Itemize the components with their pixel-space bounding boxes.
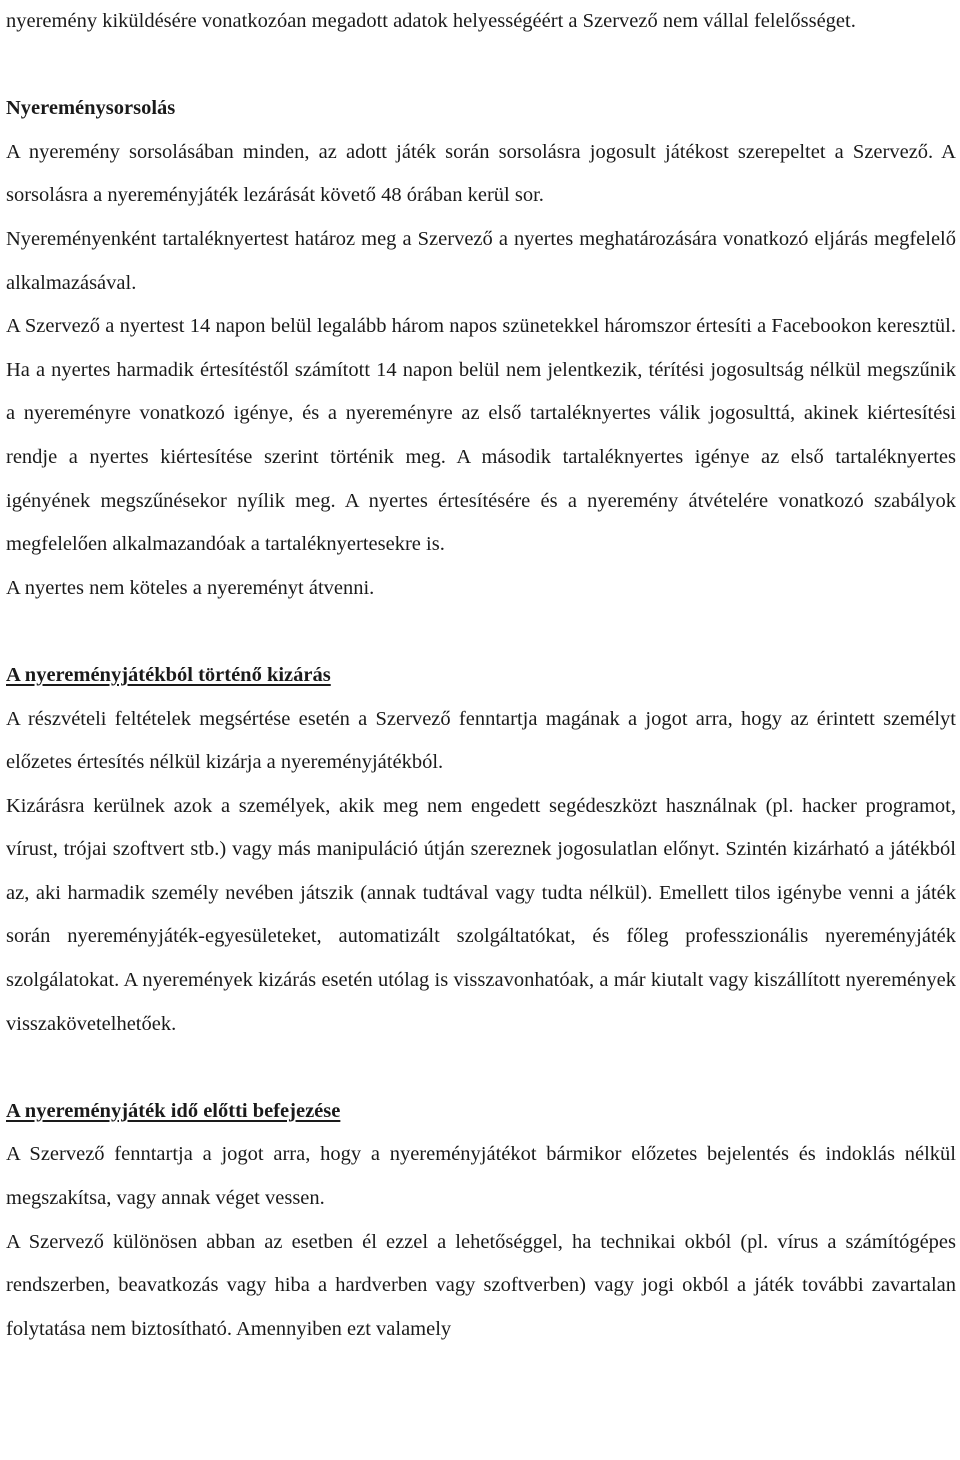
draw-paragraph-3: A Szervező a nyertest 14 napon belül legalább három napos szünetekkel háromszor értesíti a Facebookon keresztül. Ha a nyertes harmadik értesítéstől számított 14 napon belül nem jelentkezik, térítési jogosultság nélkül megszűnik a nyereményre vonatkozó igénye, és a nyereményre az első tartaléknyertes válik jogosulttá, akinek kiértesítési rendje a nyertes kiértesítése szerint történik meg. A második tartaléknyertes igénye az első tartaléknyertes igényének megszűnésekor nyílik meg. A nyertes értesítésére és a nyeremény átvételére vonatkozó szabályok megfelelően alkalmazandóak a tartaléknyertesekre is. — [6, 315, 956, 556]
section-draw — [6, 87, 956, 610]
early-end-paragraph-1: A Szervező fenntartja a jogot arra, hogy a nyereményjátékot bármikor előzetes bejelentés és indoklás nélkül megszakítsa, vagy annak véget vessen. — [6, 1143, 956, 1210]
exclusion-paragraph-1: A részvételi feltételek megsértése esetén a Szervező fenntartja magának a jogot arra, hogy az érintett személyt előzetes értesítés nélkül kizárja a nyereményjátékból. — [6, 707, 956, 774]
draw-paragraph-2: Nyereményenként tartaléknyertest határoz meg a Szervező a nyertes meghatározására vonatkozó eljárás megfelelő alkalmazásával. — [6, 227, 956, 294]
section-spacer — [6, 44, 956, 88]
section-heading-early-end: A nyereményjáték idő előtti befejezése — [6, 1099, 341, 1122]
intro-paragraph: nyeremény kiküldésére vonatkozóan megadott adatok helyességéért a Szervező nem vállal felelősséget. — [6, 10, 856, 32]
document-page — [6, 0, 956, 1351]
section-heading-draw: Nyereménysorsolás — [6, 97, 176, 120]
exclusion-paragraph-2: Kizárásra kerülnek azok a személyek, akik meg nem engedett segédeszközt használnak (pl. hacker programot, vírust, trójai szoftvert stb.) vagy más manipuláció útján szereznek jogosulatlan előnyt. Szintén kizárható a játékból az, aki harmadik személy nevében játszik (annak tudtával vagy tudta nélkül). Emellett tilos igénybe venni a játék során nyereményjáték-egyesületeket, automatizált szolgáltatókat, és főleg professzionális nyereményjáték szolgálatokat. A nyeremények kizárás esetén utólag is visszavonhatóak, a már kiutalt vagy kiszállított nyeremények visszakövetelhetőek. — [6, 794, 956, 1035]
section-heading-exclusion: A nyereményjátékból történő kizárás — [6, 663, 331, 686]
section-exclusion — [6, 654, 956, 1046]
section-spacer — [6, 610, 956, 654]
section-spacer — [6, 1046, 956, 1090]
section-early-end — [6, 1090, 956, 1352]
draw-paragraph-1: A nyeremény sorsolásában minden, az adott játék során sorsolásra jogosult játékost szerepeltet a Szervező. A sorsolásra a nyereményjáték lezárását követő 48 órában kerül sor. — [6, 140, 956, 207]
early-end-paragraph-2: A Szervező különösen abban az esetben él ezzel a lehetőséggel, ha technikai okból (pl. vírus a számítógépes rendszerben, beavatkozás vagy hiba a hardverben vagy szoftverben) vagy jogi okból a játék további zavartalan folytatása nem biztosítható. Amennyiben ezt valamely — [6, 1230, 956, 1340]
draw-paragraph-4: A nyertes nem köteles a nyereményt átvenni. — [6, 576, 375, 599]
